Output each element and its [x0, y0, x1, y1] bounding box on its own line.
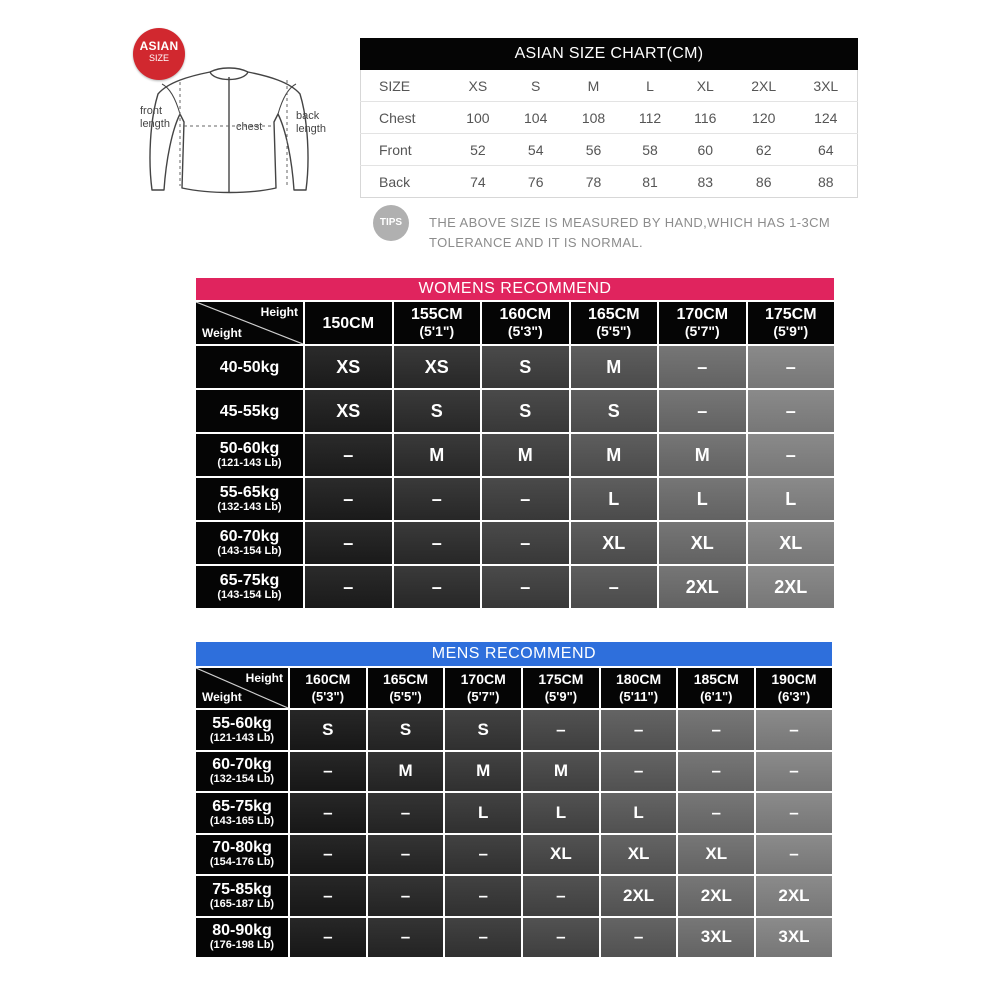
size-cell: 2XL: [601, 876, 677, 916]
height-column-header: [748, 302, 835, 344]
weight-kg: 70-80kg: [212, 839, 272, 857]
size-cell: L: [601, 793, 677, 833]
asian-size-chart-title: ASIAN SIZE CHART(CM): [360, 38, 858, 70]
weight-kg: 60-70kg: [219, 528, 280, 545]
table-cell: 56: [565, 134, 623, 166]
size-cell: –: [445, 835, 521, 875]
size-cell: XS: [305, 346, 392, 388]
size-cell: –: [368, 876, 444, 916]
weight-lb: (121-143 Lb): [209, 731, 275, 744]
size-cell: L: [445, 793, 521, 833]
size-cell: M: [523, 752, 599, 792]
size-cell: –: [394, 566, 481, 608]
weight-lb: (132-154 Lb): [209, 773, 275, 786]
height-column-header: [659, 302, 746, 344]
height-column-header: [445, 668, 521, 708]
size-cell: –: [305, 522, 392, 564]
height-ft: (6'1"): [700, 689, 733, 704]
table-cell: 104: [507, 102, 565, 134]
table-cell: 54: [507, 134, 565, 166]
column-header: M: [565, 70, 623, 102]
front-length-label: front length: [140, 105, 170, 130]
table-cell: 124: [795, 102, 858, 134]
height-ft: (5'9"): [773, 323, 809, 339]
height-cm: 160CM: [305, 671, 351, 687]
weight-lb: (143-165 Lb): [209, 814, 275, 827]
weight-lb: (121-143 Lb): [217, 457, 282, 469]
table-cell: 52: [449, 134, 507, 166]
weight-row-header: [196, 566, 303, 608]
table-cell: 58: [622, 134, 677, 166]
row-label: Back: [379, 173, 411, 190]
size-cell: –: [445, 876, 521, 916]
height-cm: 190CM: [771, 671, 817, 687]
size-cell: –: [756, 710, 832, 750]
column-header: SIZE: [361, 70, 450, 102]
weight-lb: (143-154 Lb): [217, 545, 282, 557]
size-cell: L: [571, 478, 658, 520]
size-cell: –: [482, 566, 569, 608]
size-cell: –: [368, 918, 444, 958]
size-cell: –: [756, 752, 832, 792]
weight-kg: 75-85kg: [212, 880, 272, 898]
size-cell: M: [368, 752, 444, 792]
size-cell: –: [482, 478, 569, 520]
weight-lb: (154-176 Lb): [209, 856, 275, 869]
height-cm: 165CM: [382, 671, 429, 687]
size-cell: –: [748, 390, 835, 432]
mens-recommend-table: [196, 642, 832, 957]
size-cell: S: [571, 390, 658, 432]
size-cell: S: [482, 346, 569, 388]
height-column-header: [571, 302, 658, 344]
size-cell: –: [305, 478, 392, 520]
height-column-header: [482, 302, 569, 344]
weight-row-header: [196, 918, 288, 958]
column-header: XL: [678, 70, 733, 102]
size-cell: –: [305, 434, 392, 476]
table-cell: 81: [642, 173, 658, 190]
tips-line2: TOLERANCE AND IT IS NORMAL.: [429, 235, 644, 250]
size-cell: S: [290, 710, 366, 750]
table-cell: 112: [622, 102, 677, 134]
height-cm: 165CM: [587, 306, 640, 323]
weight-kg: 40-50kg: [219, 358, 280, 376]
size-cell: L: [748, 478, 835, 520]
size-cell: M: [659, 434, 746, 476]
back-length-label: back length: [296, 110, 326, 135]
weight-kg: 60-70kg: [212, 756, 272, 774]
size-cell: 2XL: [748, 566, 835, 608]
table-row: [361, 134, 858, 166]
weight-kg: 55-65kg: [219, 484, 280, 501]
row-label: Front: [361, 134, 450, 166]
size-cell: 2XL: [659, 566, 746, 608]
size-cell: XL: [659, 522, 746, 564]
size-cell: M: [571, 346, 658, 388]
weight-kg: 80-90kg: [212, 922, 272, 940]
size-cell: XL: [601, 835, 677, 875]
table-cell: 60: [678, 134, 733, 166]
size-cell: –: [290, 835, 366, 875]
table-cell: 88: [817, 173, 834, 190]
table-cell: 100: [449, 102, 507, 134]
size-cell: –: [756, 835, 832, 875]
tips-line1: THE ABOVE SIZE IS MEASURED BY HAND,WHICH HAS 1-3CM: [429, 215, 831, 230]
size-cell: L: [523, 793, 599, 833]
column-header: S: [507, 70, 565, 102]
height-cm: 175CM: [538, 671, 584, 687]
table-cell: 78: [585, 173, 602, 190]
height-cm: 155CM: [410, 306, 463, 323]
height-ft: (6'3"): [777, 689, 811, 704]
weight-row-header: [196, 346, 303, 388]
weight-row-header: [196, 752, 288, 792]
table-cell: 74: [470, 173, 486, 190]
weight-kg: 55-60kg: [212, 714, 272, 732]
size-cell: XS: [394, 346, 481, 388]
weight-kg: 45-55kg: [219, 402, 280, 420]
size-cell: M: [445, 752, 521, 792]
size-cell: –: [305, 566, 392, 608]
size-cell: XS: [305, 390, 392, 432]
weight-axis-label: Weight: [202, 690, 242, 704]
size-cell: –: [678, 793, 754, 833]
height-column-header: [523, 668, 599, 708]
size-cell: S: [394, 390, 481, 432]
height-cm: 150CM: [322, 314, 375, 332]
size-cell: –: [748, 434, 835, 476]
table-cell: 83: [697, 173, 714, 190]
height-cm: 170CM: [460, 671, 506, 687]
weight-row-header: [196, 478, 303, 520]
weight-kg: 65-75kg: [219, 572, 280, 589]
weight-lb: (143-154 Lb): [217, 589, 282, 601]
table-cell: 108: [565, 102, 623, 134]
table-cell: 64: [795, 134, 858, 166]
table-row: [361, 102, 858, 134]
size-cell: M: [571, 434, 658, 476]
height-cm: 170CM: [676, 306, 729, 323]
size-cell: S: [368, 710, 444, 750]
tips-badge: TIPS: [373, 205, 409, 241]
weight-lb: (132-143 Lb): [217, 501, 282, 513]
column-header: 2XL: [733, 70, 795, 102]
table-header-row: [361, 70, 858, 102]
mens-recommend-title: MENS RECOMMEND: [196, 642, 832, 666]
table-cell: 116: [678, 102, 733, 134]
size-cell: –: [659, 346, 746, 388]
weight-kg: 50-60kg: [219, 440, 280, 457]
height-column-header: [394, 302, 481, 344]
corner-header: [196, 668, 288, 708]
chest-label: chest: [236, 121, 263, 133]
height-column-header: [678, 668, 754, 708]
height-cm: 160CM: [499, 306, 552, 323]
height-ft: (5'5"): [389, 689, 422, 704]
size-cell: –: [748, 346, 835, 388]
height-ft: (5'7"): [467, 689, 500, 704]
size-cell: 2XL: [678, 876, 754, 916]
weight-row-header: [196, 835, 288, 875]
size-cell: –: [445, 918, 521, 958]
tips-note: [429, 213, 869, 253]
size-cell: XL: [748, 522, 835, 564]
height-ft: (5'9"): [544, 689, 578, 704]
size-cell: XL: [523, 835, 599, 875]
size-cell: –: [368, 835, 444, 875]
height-column-header: [756, 668, 832, 708]
height-column-header: [305, 302, 392, 344]
badge-line2: SIZE: [148, 53, 169, 63]
table-cell: 76: [527, 173, 544, 190]
womens-recommend-table: [196, 278, 832, 608]
size-cell: –: [394, 522, 481, 564]
size-cell: –: [368, 793, 444, 833]
height-axis-label: Height: [245, 671, 283, 685]
size-cell: S: [482, 390, 569, 432]
table-cell: 120: [733, 102, 795, 134]
weight-row-header: [196, 522, 303, 564]
size-cell: –: [678, 710, 754, 750]
size-cell: –: [678, 752, 754, 792]
size-cell: –: [523, 710, 599, 750]
height-cm: 185CM: [693, 671, 739, 687]
height-ft: (5'11"): [619, 689, 659, 704]
weight-row-header: [196, 390, 303, 432]
weight-row-header: [196, 793, 288, 833]
size-cell: –: [571, 566, 658, 608]
height-cm: 175CM: [764, 306, 817, 323]
column-header: 3XL: [795, 70, 858, 102]
size-cell: L: [659, 478, 746, 520]
size-cell: –: [659, 390, 746, 432]
weight-row-header: [196, 876, 288, 916]
size-cell: 3XL: [678, 918, 754, 958]
size-cell: 2XL: [756, 876, 832, 916]
size-cell: M: [482, 434, 569, 476]
height-column-header: [290, 668, 366, 708]
size-cell: –: [290, 752, 366, 792]
size-cell: S: [445, 710, 521, 750]
height-column-header: [368, 668, 444, 708]
table-row: [361, 166, 858, 198]
size-cell: –: [290, 876, 366, 916]
size-cell: –: [756, 793, 832, 833]
asian-size-chart: [360, 38, 858, 198]
size-cell: –: [394, 478, 481, 520]
badge-line1: ASIAN: [139, 39, 179, 53]
weight-axis-label: Weight: [202, 326, 242, 340]
size-cell: M: [394, 434, 481, 476]
weight-kg: 65-75kg: [212, 797, 272, 815]
column-header: XS: [449, 70, 507, 102]
asian-size-table: [360, 70, 858, 198]
height-ft: (5'1"): [419, 323, 455, 339]
size-cell: –: [601, 752, 677, 792]
table-cell: 86: [755, 173, 772, 190]
size-cell: XL: [678, 835, 754, 875]
size-cell: 3XL: [756, 918, 832, 958]
size-cell: –: [523, 876, 599, 916]
size-cell: –: [290, 918, 366, 958]
corner-header: [196, 302, 303, 344]
size-cell: –: [482, 522, 569, 564]
size-cell: –: [523, 918, 599, 958]
table-cell: 62: [733, 134, 795, 166]
height-ft: (5'7"): [684, 323, 720, 339]
column-header: L: [622, 70, 677, 102]
size-cell: –: [601, 710, 677, 750]
womens-recommend-title: WOMENS RECOMMEND: [196, 278, 834, 300]
height-axis-label: Height: [260, 305, 298, 319]
size-cell: –: [290, 793, 366, 833]
size-cell: XL: [571, 522, 658, 564]
height-cm: 180CM: [616, 671, 662, 687]
height-column-header: [601, 668, 677, 708]
height-ft: (5'3"): [507, 323, 543, 339]
weight-row-header: [196, 434, 303, 476]
row-label: Chest: [361, 102, 450, 134]
size-cell: –: [601, 918, 677, 958]
height-ft: (5'5"): [596, 323, 632, 339]
weight-lb: (176-198 Lb): [209, 939, 275, 952]
height-ft: (5'3"): [311, 689, 345, 704]
weight-row-header: [196, 710, 288, 750]
weight-lb: (165-187 Lb): [209, 897, 275, 910]
